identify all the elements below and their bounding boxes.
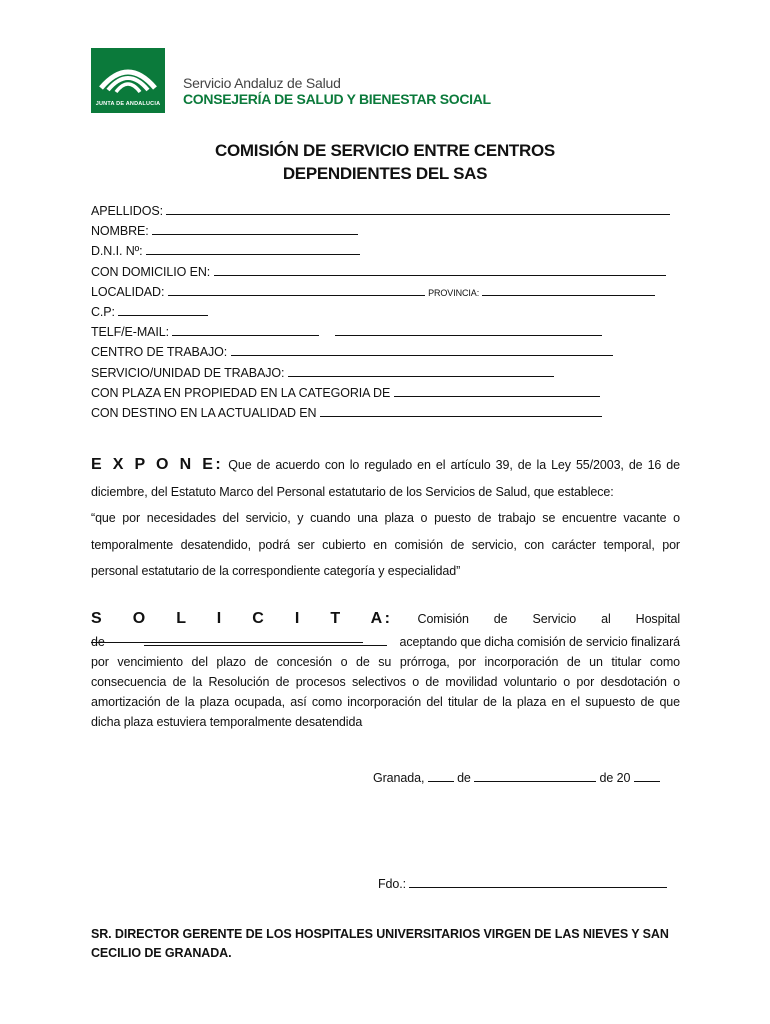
dni-label: D.N.I. Nº: [91, 244, 143, 258]
signature-line [378, 874, 667, 891]
nombre-label: NOMBRE: [91, 224, 149, 238]
destino-input-line[interactable] [320, 403, 602, 417]
solicita-de: de [91, 635, 105, 649]
apellidos-input-line[interactable] [166, 201, 670, 215]
destino-label: CON DESTINO EN LA ACTUALIDAD EN [91, 406, 317, 420]
date-line [373, 768, 660, 785]
field-centro [91, 342, 613, 359]
apellidos-label: APELLIDOS: [91, 204, 163, 218]
day-input-line[interactable] [428, 768, 454, 782]
field-dni [91, 241, 360, 258]
field-destino [91, 403, 602, 420]
domicilio-label: CON DOMICILIO EN: [91, 265, 211, 279]
solicita-heading: S O L I C I T A: [91, 610, 393, 627]
field-plaza [91, 383, 600, 400]
month-input-line[interactable] [474, 768, 596, 782]
nombre-input-line[interactable] [152, 221, 358, 235]
provincia-input-line[interactable] [482, 282, 655, 296]
field-servicio [91, 363, 554, 380]
field-domicilio [91, 262, 666, 279]
solicita-text3: por vencimiento del plazo de concesión o de su prórroga, por incorporación de un titular como consecuencia de la Resolución de procesos selectivos o de movilidad voluntario o por desdotación o amortización de la plaza ocupada, así como incorporación del titular de la plaza en el supuesto de que dicha plaza estuviera temporalmente desatendida [91, 655, 680, 729]
domicilio-input-line[interactable] [214, 262, 666, 276]
cp-input-line[interactable] [118, 302, 208, 316]
telf-label: TELF/E-MAIL: [91, 325, 169, 339]
provincia-label: PROVINCIA: [428, 288, 480, 298]
localidad-label: LOCALIDAD: [91, 285, 165, 299]
field-cp [91, 302, 208, 319]
expone-heading: E X P O N E: [91, 456, 224, 473]
expone-section [91, 452, 680, 585]
arches-icon [91, 48, 165, 98]
servicio-input-line[interactable] [288, 363, 554, 377]
signature-input-line[interactable] [409, 874, 667, 888]
expone-quote: “que por necesidades del servicio, y cuando una plaza o puesto de trabajo se encuentre vacante o temporalmente desatendido, podrá ser cubierto en comisión de servicio, con carácter temporal, por personal estatutario de la correspondiente categoría y especialidad” [91, 511, 680, 578]
solicita-text2: aceptando que dicha comisión de servicio finalizará [399, 635, 680, 649]
field-localidad [91, 282, 655, 299]
document-title-line1: COMISIÓN DE SERVICIO ENTRE CENTROS [215, 141, 555, 160]
field-telf [91, 322, 602, 339]
telf-input-line[interactable] [172, 322, 319, 336]
servicio-label: SERVICIO/UNIDAD DE TRABAJO: [91, 366, 285, 380]
field-apellidos [91, 201, 670, 218]
signature-label: Fdo.: [378, 877, 406, 891]
solicita-text1: Comisión de Servicio al Hospital [417, 612, 681, 626]
addressee: SR. DIRECTOR GERENTE DE LOS HOSPITALES UNIVERSITARIOS VIRGEN DE LAS NIEVES Y SAN CECILIO DE GRANADA. [91, 927, 669, 960]
dni-input-line[interactable] [146, 241, 360, 255]
plaza-input-line[interactable] [394, 383, 600, 397]
email-input-line[interactable] [335, 322, 602, 336]
logo-text: JUNTA DE ANDALUCIA [95, 101, 161, 107]
ministry-name: CONSEJERÍA DE SALUD Y BIENESTAR SOCIAL [183, 91, 491, 107]
junta-andalucia-logo [91, 48, 165, 113]
plaza-label: CON PLAZA EN PROPIEDAD EN LA CATEGORIA DE [91, 386, 391, 400]
de-input-line[interactable] [144, 632, 387, 646]
year-input-line[interactable] [634, 768, 660, 782]
expone-text: Que de acuerdo con lo regulado en el artículo 39, de la Ley 55/2003, de 16 de diciembre, del Estatuto Marco del Personal estatutario de los Servicios de Salud, que establece: [91, 458, 681, 499]
date-city: Granada, [373, 771, 425, 785]
localidad-input-line[interactable] [168, 282, 425, 296]
solicita-line2 [91, 632, 680, 652]
org-name: Servicio Andaluz de Salud [183, 75, 341, 91]
centro-input-line[interactable] [231, 342, 613, 356]
document-title-line2: DEPENDIENTES DEL SAS [282, 164, 488, 183]
date-de2: de 20 [599, 771, 631, 785]
field-nombre [91, 221, 358, 238]
date-de1: de [457, 771, 471, 785]
centro-label: CENTRO DE TRABAJO: [91, 345, 228, 359]
cp-label: C.P: [91, 305, 115, 319]
